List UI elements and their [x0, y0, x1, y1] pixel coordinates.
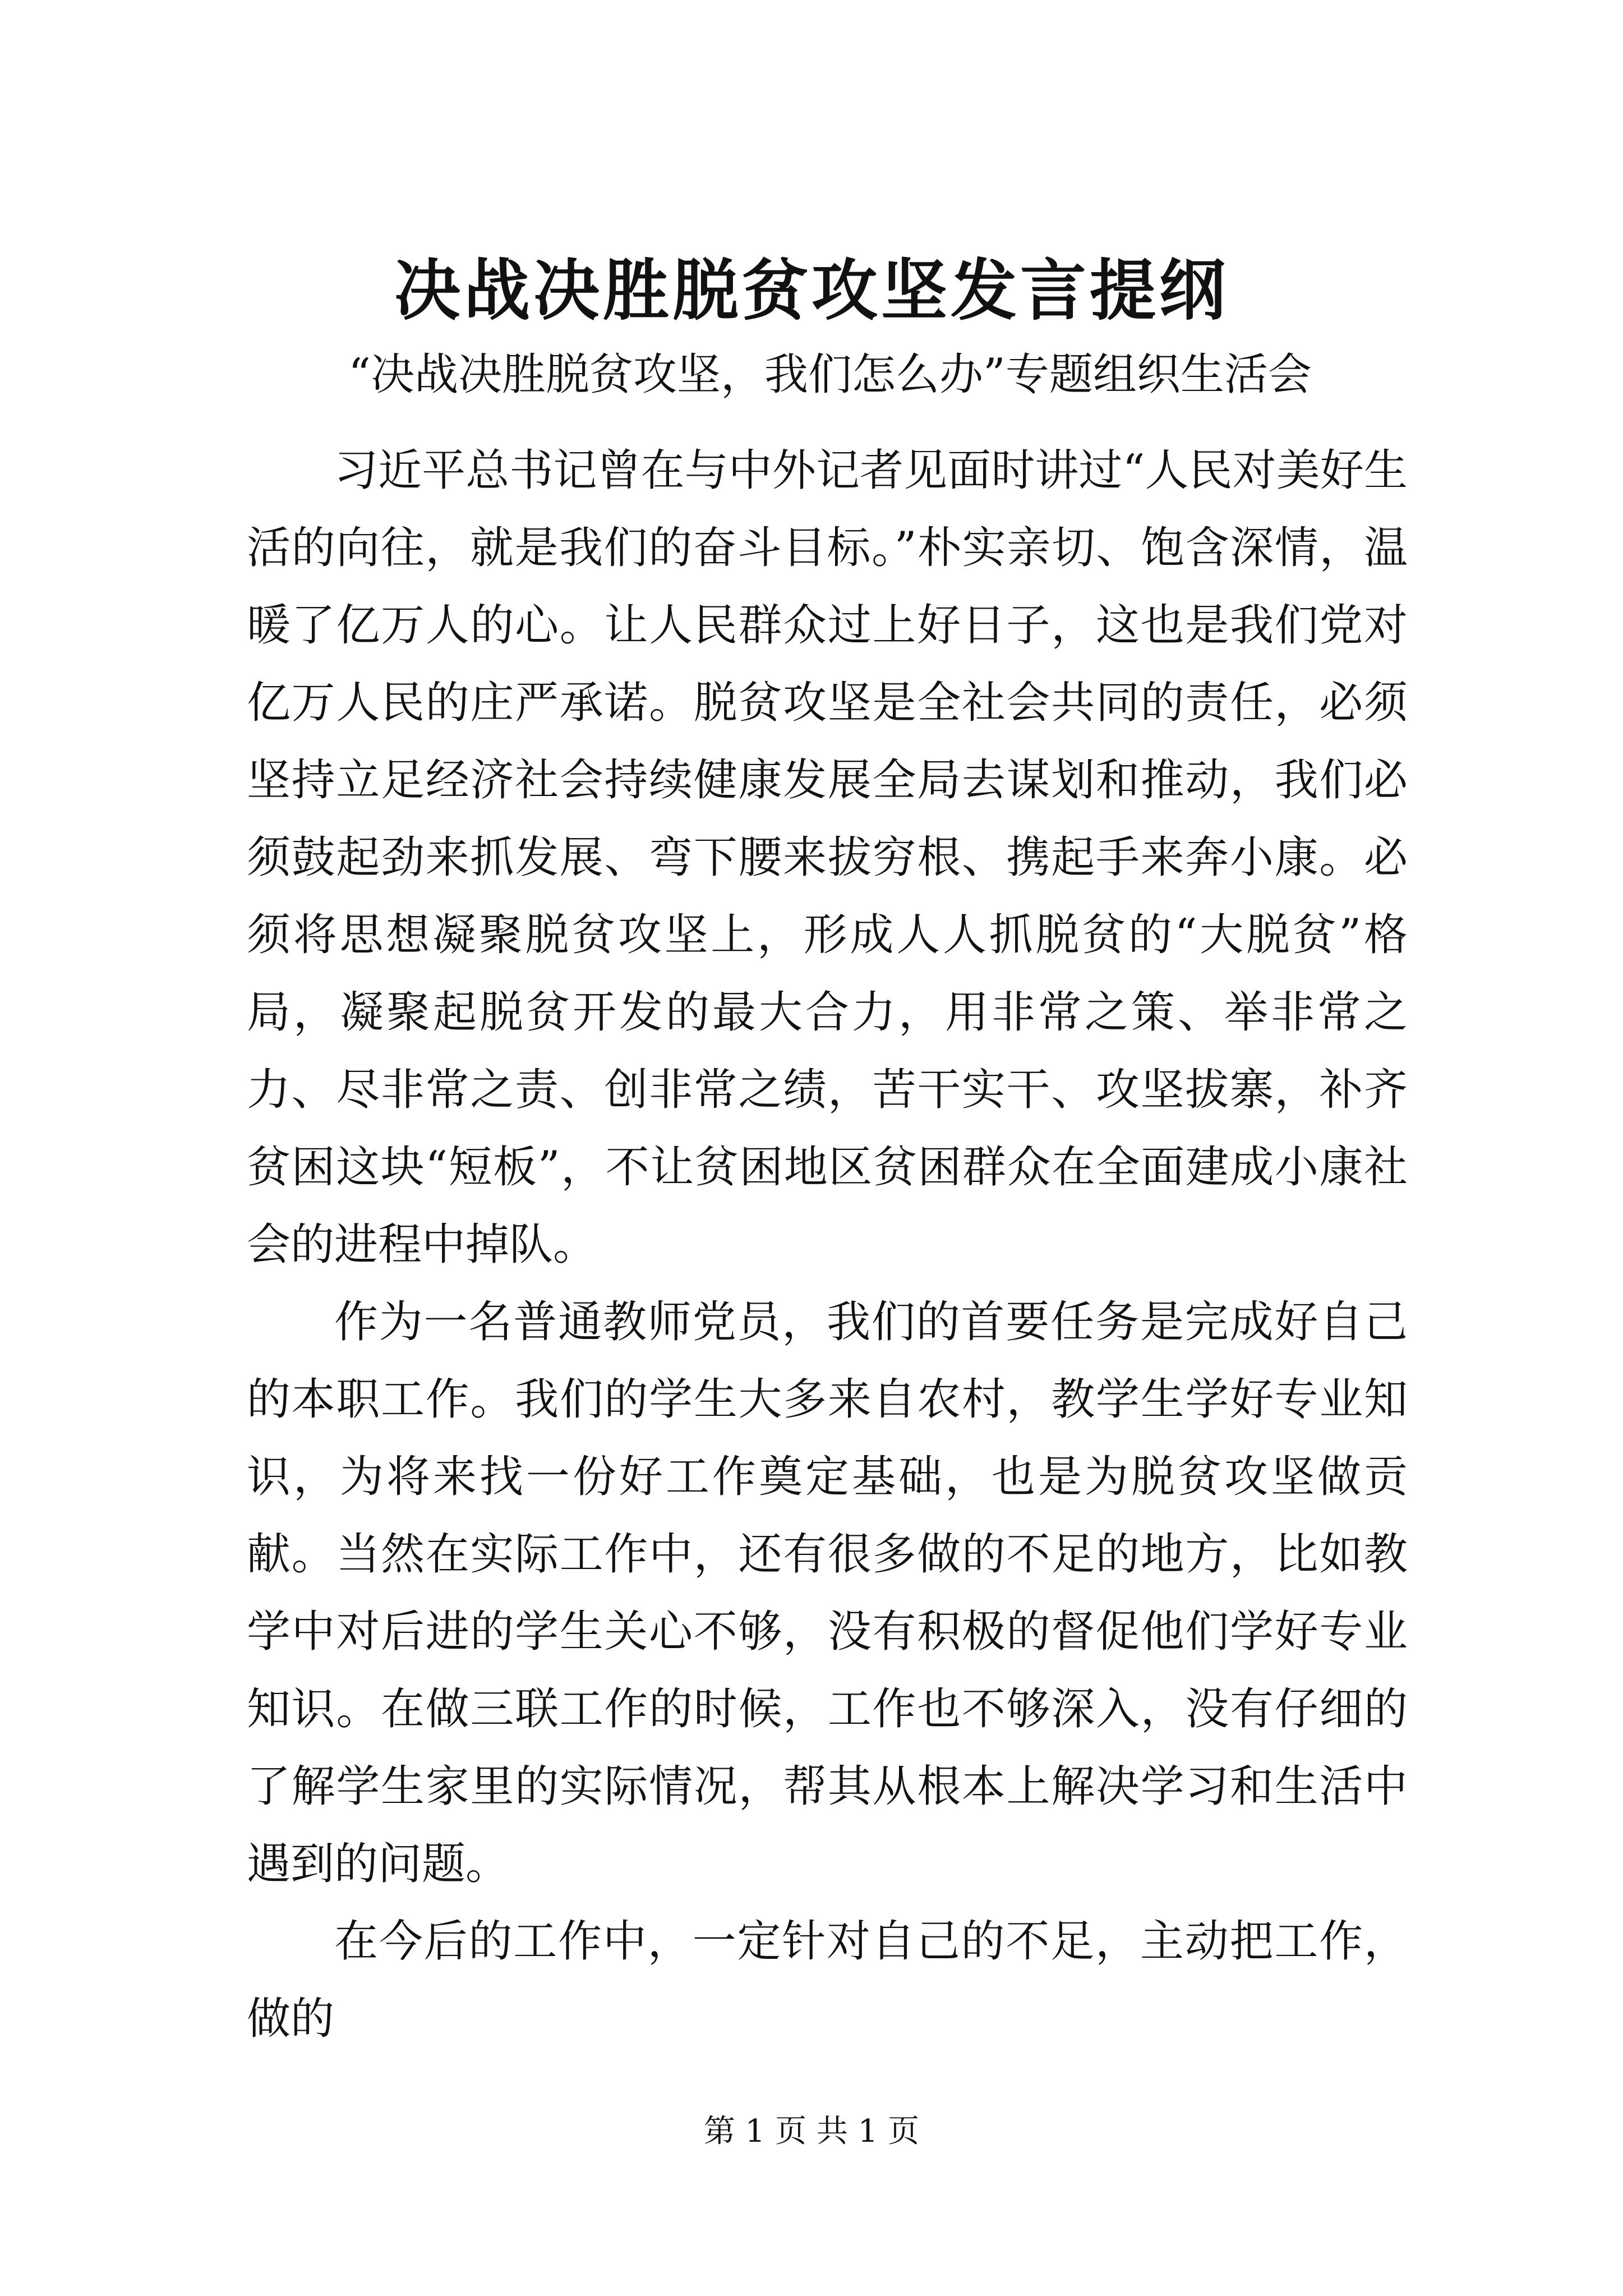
document-subtitle: “决战决胜脱贫攻坚，我们怎么办”专题组织生活会	[348, 349, 1312, 400]
document-title: 决战决胜脱贫攻坚发言提纲	[394, 251, 1229, 329]
page-number-footer: 第 1 页 共 1 页	[703, 2113, 920, 2150]
body-paragraph: 习近平总书记曾在与中外记者见面时讲过“人民对美好生活的向往，就是我们的奋斗目标。”朴实亲切、饱含深情，温暖了亿万人的心。让人民群众过上好日子，这也是我们党对亿万人民的庄严承诺。脱贫攻坚是全社会共同的责任，必须坚持立足经济社会持续健康发展全局去谋划和推动，我们必须鼓起劲来抓发展、弯下腰来拔穷根、携起手来奔小康。必须将思想凝聚脱贫攻坚上，形成人人抓脱贫的“大脱贫”格局，凝聚起脱贫开发的最大合力，用非常之策、举非常之力、尽非常之责、创非常之绩，苦干实干、攻坚拔寨，补齐贫困这块“短板”，不让贫困地区贫困群众在全面建成小康社会的进程中掉队。	[247, 445, 1408, 1270]
body-paragraph: 在今后的工作中，一定针对自己的不足，主动把工作，做的	[247, 1916, 1408, 2044]
body-paragraph: 作为一名普通教师党员，我们的首要任务是完成好自己的本职工作。我们的学生大多来自农村，教学生学好专业知识，为将来找一份好工作奠定基础，也是为脱贫攻坚做贡献。当然在实际工作中，还有很多做的不足的地方，比如教学中对后进的学生关心不够，没有积极的督促他们学好专业知识。在做三联工作的时候，工作也不够深入，没有仔细的了解学生家里的实际情况，帮其从根本上解决学习和生活中遇到的问题。	[247, 1297, 1408, 1889]
document-body	[247, 432, 1408, 2058]
